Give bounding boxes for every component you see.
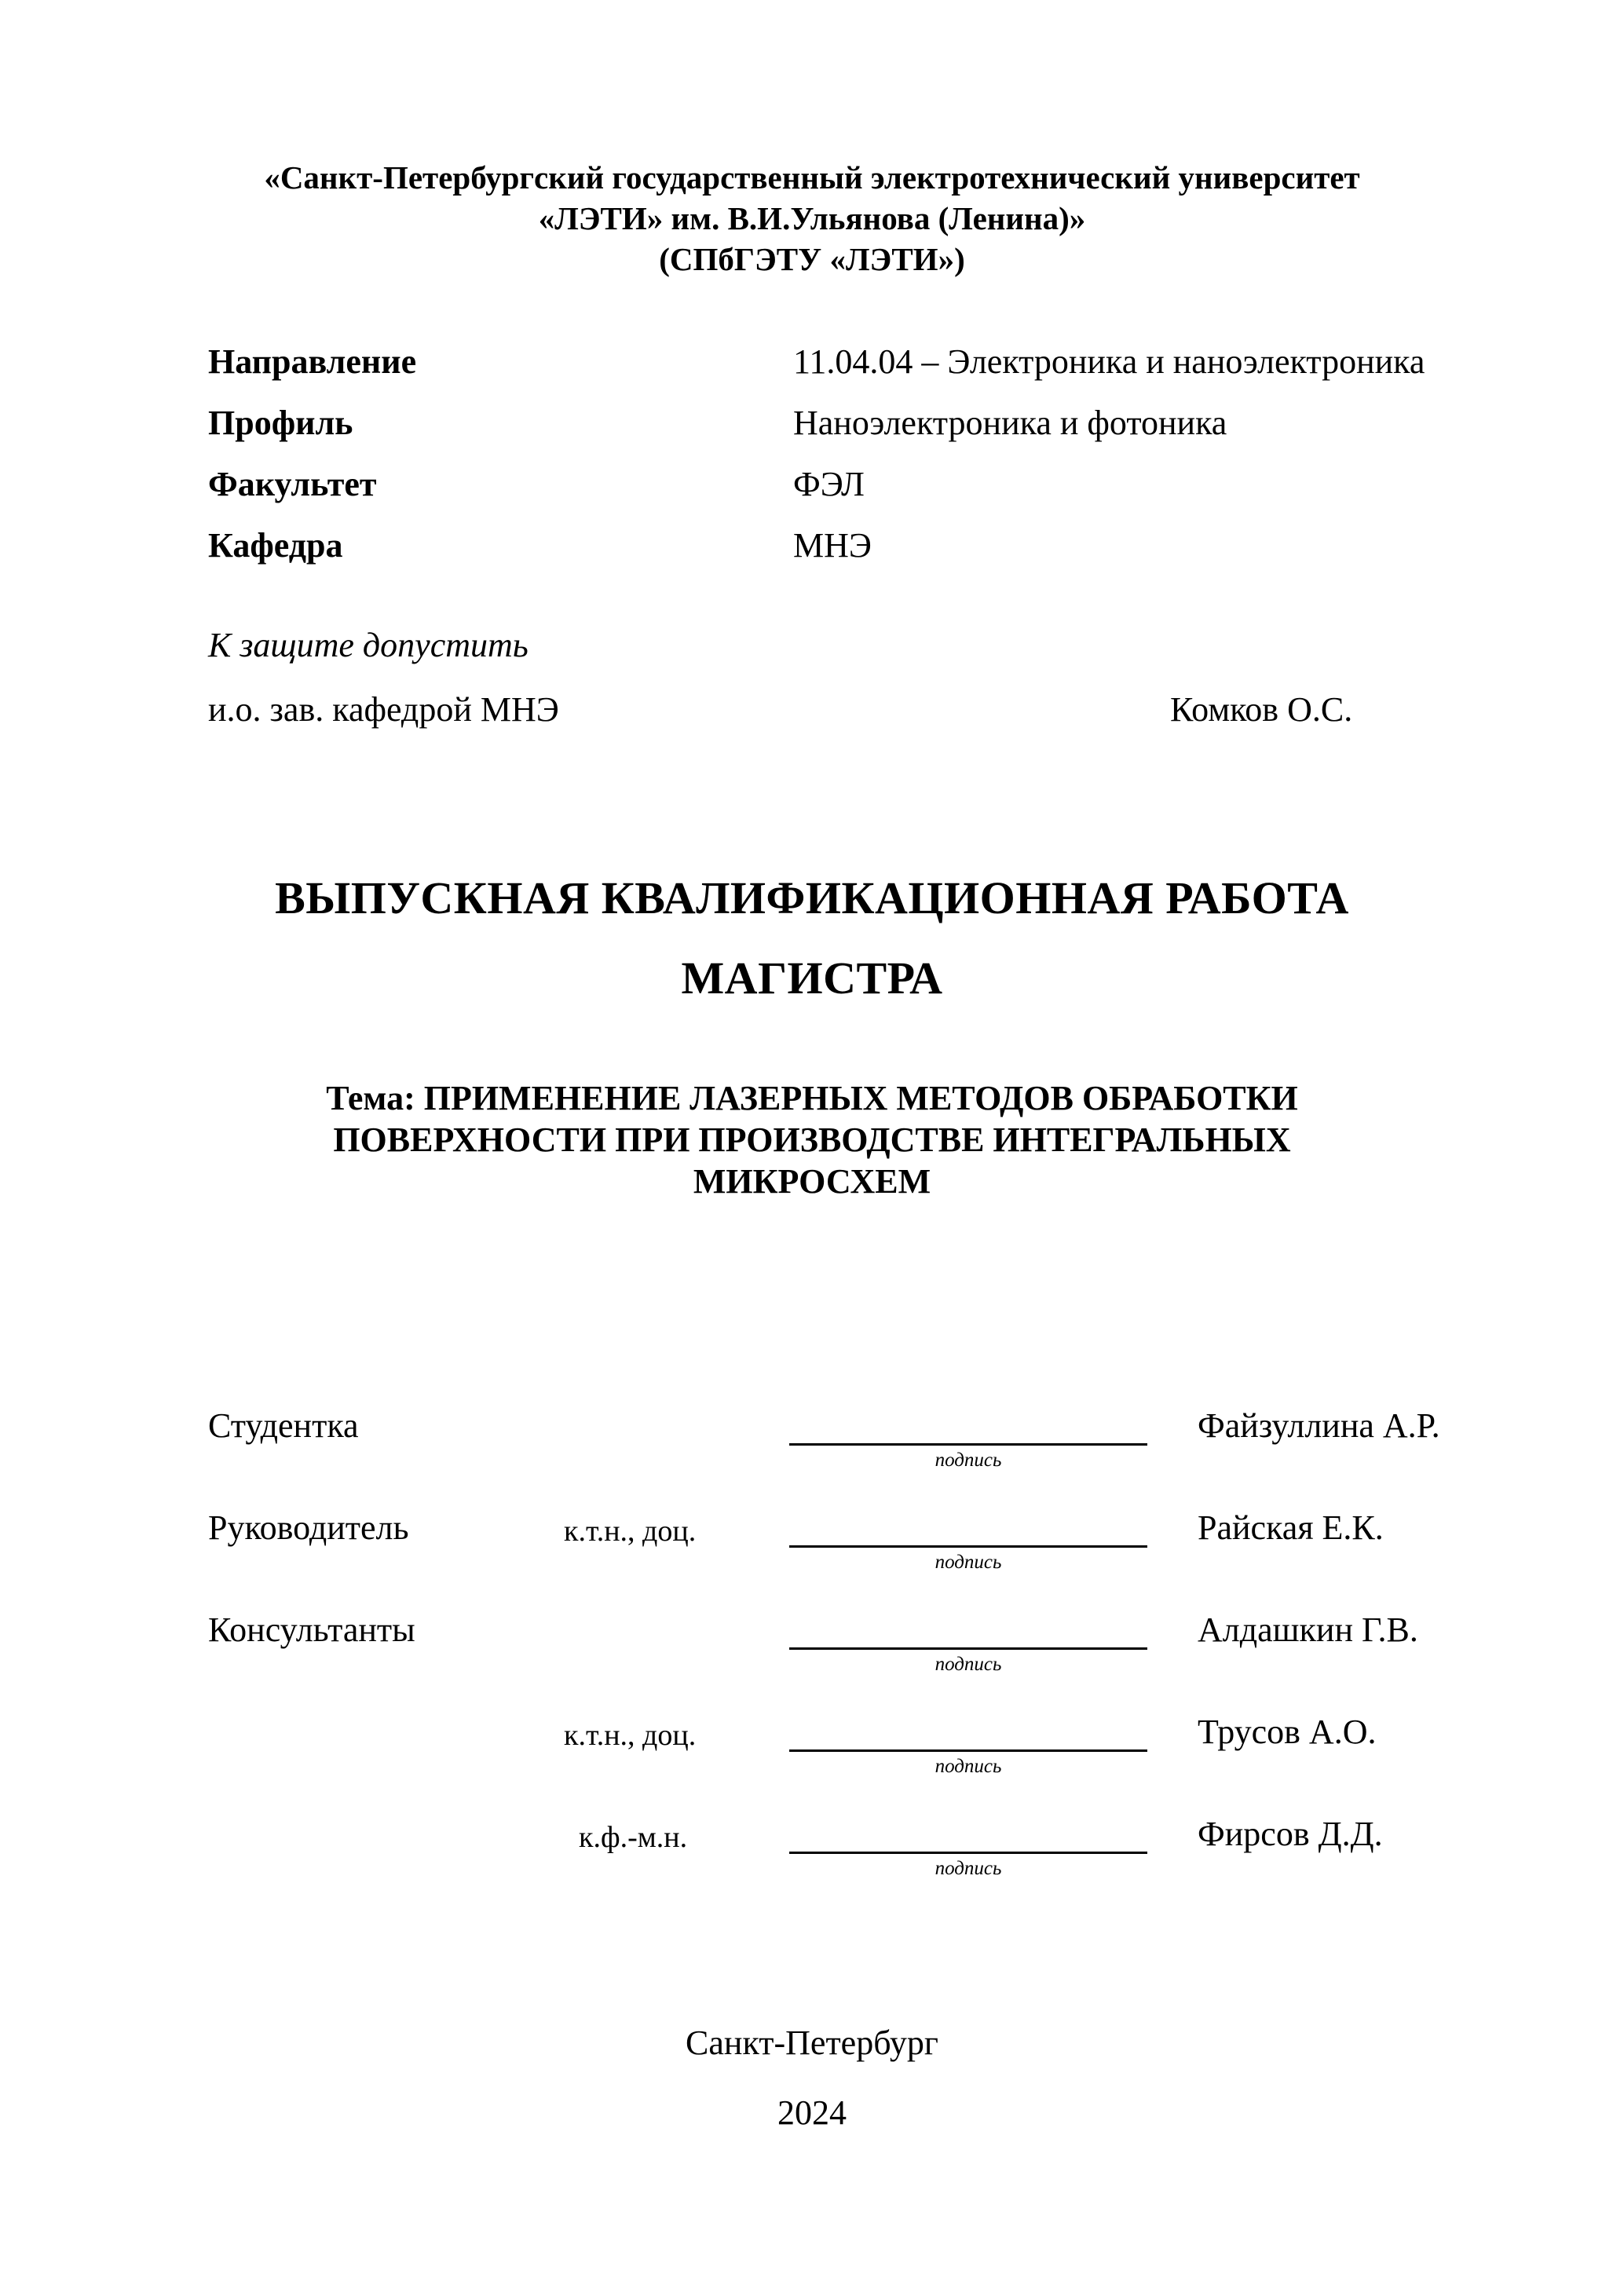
signature-role: Консультанты bbox=[208, 1610, 415, 1649]
topic-line2: ПОВЕРХНОСТИ ПРИ ПРОИЗВОДСТВЕ ИНТЕГРАЛЬНЫХ bbox=[333, 1121, 1291, 1159]
academic-degree: к.т.н., доц. bbox=[564, 1719, 697, 1752]
footer-year: 2024 bbox=[777, 2093, 847, 2132]
admission-heading: К защите допустить bbox=[208, 626, 529, 664]
university-abbreviation: (СПбГЭТУ «ЛЭТИ») bbox=[659, 241, 965, 277]
field-value-faculty: ФЭЛ bbox=[793, 465, 865, 503]
field-label-department: Кафедра bbox=[208, 526, 343, 565]
field-label-faculty: Факультет bbox=[208, 465, 377, 503]
signature-caption: подпись bbox=[935, 1450, 1002, 1471]
signature-role: Студентка bbox=[208, 1406, 359, 1445]
field-label-profile: Профиль bbox=[208, 404, 353, 442]
signatory-name: Файзуллина А.Р. bbox=[1198, 1406, 1440, 1445]
topic-line1: Тема: ПРИМЕНЕНИЕ ЛАЗЕРНЫХ МЕТОДОВ ОБРАБОТКИ bbox=[326, 1079, 1298, 1117]
signature-caption: подпись bbox=[935, 1552, 1002, 1573]
academic-degree: к.т.н., доц. bbox=[564, 1515, 697, 1548]
title-line2: МАГИСТРА bbox=[681, 952, 943, 1004]
signature-line bbox=[789, 1545, 1147, 1548]
signature-caption: подпись bbox=[935, 1756, 1002, 1777]
admission-position: и.о. зав. кафедрой МНЭ bbox=[208, 690, 559, 729]
admission-head-name: Комков О.С. bbox=[1170, 690, 1353, 729]
signature-line bbox=[789, 1647, 1147, 1650]
signature-line bbox=[789, 1443, 1147, 1446]
signatory-name: Райская Е.К. bbox=[1198, 1508, 1384, 1547]
field-label-direction: Направление bbox=[208, 342, 417, 381]
footer-city: Санкт-Петербург bbox=[686, 2024, 938, 2062]
signature-caption: подпись bbox=[935, 1654, 1002, 1675]
university-name-line1: «Санкт-Петербургский государственный электротехнический университет bbox=[264, 159, 1360, 196]
field-value-profile: Наноэлектроника и фотоника bbox=[793, 404, 1227, 442]
title-line1: ВЫПУСКНАЯ КВАЛИФИКАЦИОННАЯ РАБОТА bbox=[275, 872, 1349, 923]
field-value-department: МНЭ bbox=[793, 526, 872, 565]
signature-caption: подпись bbox=[935, 1858, 1002, 1879]
signature-role: Руководитель bbox=[208, 1508, 409, 1547]
signature-line bbox=[789, 1749, 1147, 1752]
academic-degree: к.ф.-м.н. bbox=[579, 1821, 688, 1854]
signatory-name: Фирсов Д.Д. bbox=[1198, 1815, 1383, 1853]
signatory-name: Алдашкин Г.В. bbox=[1198, 1610, 1418, 1649]
field-value-direction: 11.04.04 – Электроника и наноэлектроника bbox=[793, 342, 1425, 381]
topic-line3: МИКРОСХЕМ bbox=[693, 1162, 931, 1201]
university-name-line2: «ЛЭТИ» им. В.И.Ульянова (Ленина)» bbox=[538, 200, 1086, 236]
signatory-name: Трусов А.О. bbox=[1198, 1713, 1377, 1751]
signature-line bbox=[789, 1852, 1147, 1854]
